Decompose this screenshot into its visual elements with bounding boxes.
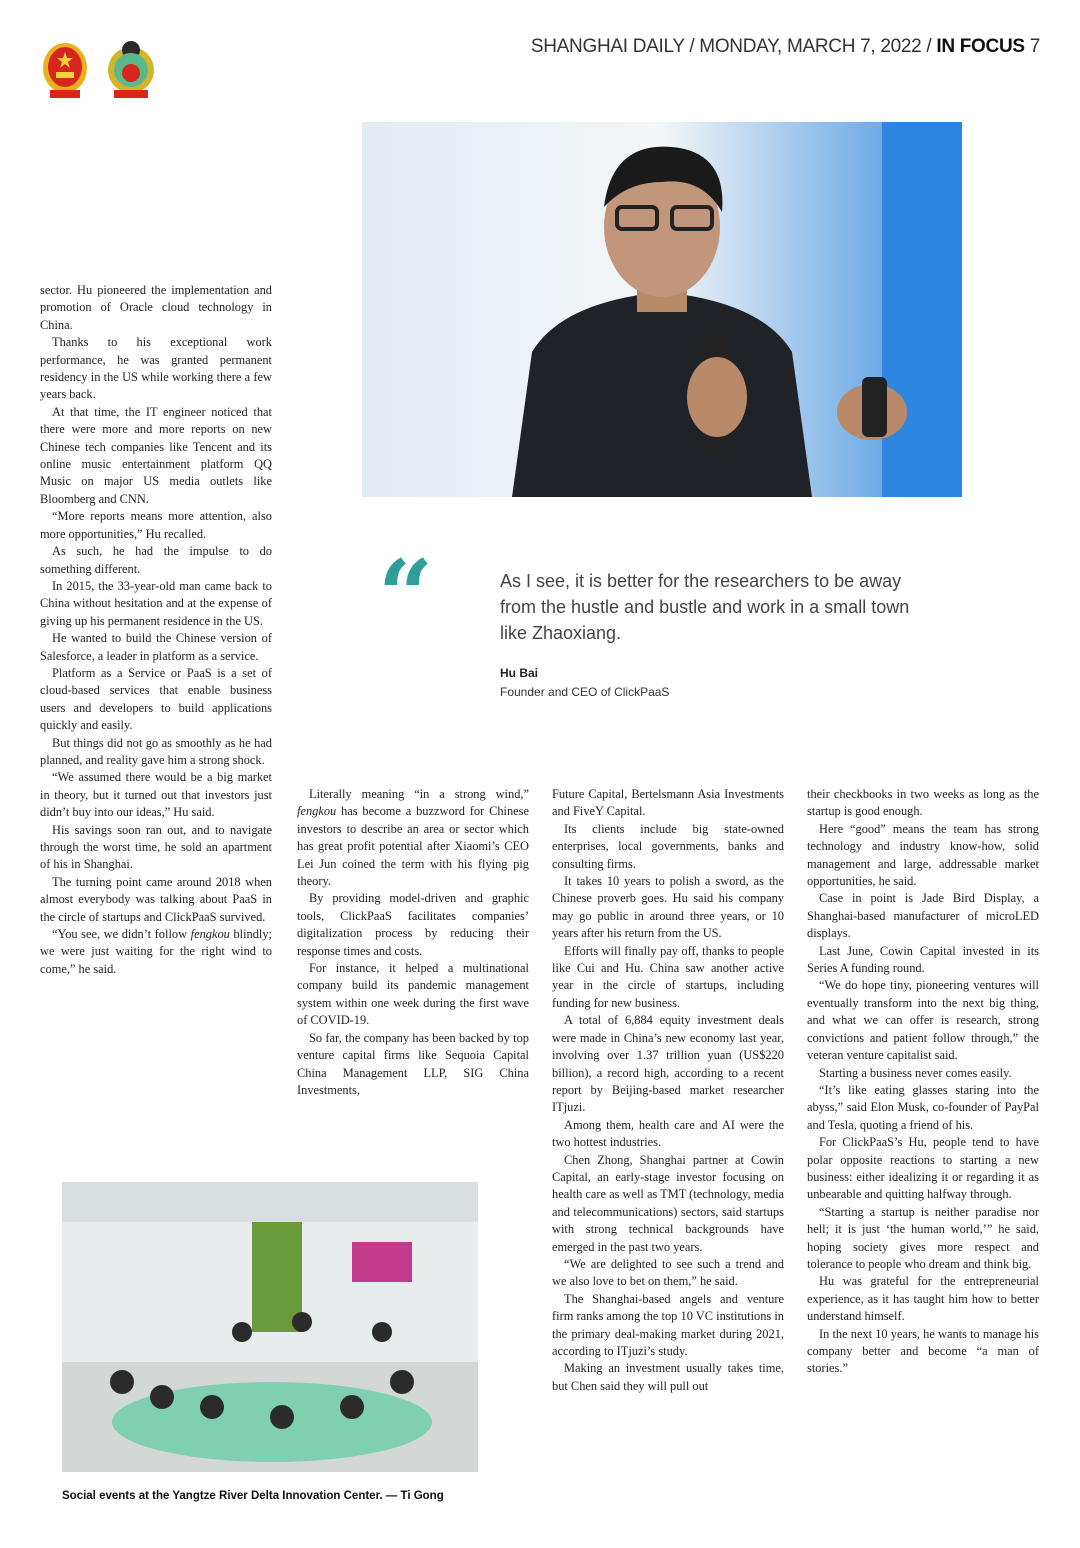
article-paragraph [807, 1065, 1039, 1082]
article-paragraph [40, 665, 272, 735]
article-paragraph [552, 821, 784, 873]
paragraph-text: “We do hope tiny, pioneering ventures will eventually transform into the next big thing, and what we can offer is research, strong convictions and patient follow through,” the veteran venture capitalist said. [807, 978, 1039, 1063]
article-column-1 [40, 282, 272, 978]
paragraph-text: Hu was grateful for the entrepreneurial experience, as it has taught him how to better understand himself. [807, 1274, 1039, 1324]
paragraph-text: “We assumed there would be a big market in theory, but it turned out that investors just didn’t buy into our ideas,” Hu said. [40, 770, 272, 820]
article-paragraph [40, 334, 272, 404]
article-paragraph [40, 543, 272, 578]
article-paragraph [807, 890, 1039, 942]
paragraph-text: Starting a business never comes easily. [819, 1065, 1012, 1080]
paragraph-text: By providing model-driven and graphic tools, ClickPaaS facilitates companies’ digitalization process by reducing their response times and costs. [297, 891, 529, 958]
paragraph-text: sector. Hu pioneered the implementation and promotion of Oracle cloud technology in China. [40, 283, 272, 332]
article-paragraph [297, 890, 529, 960]
page-number: 7 [1024, 36, 1040, 57]
publication-dateline: SHANGHAI DAILY / MONDAY, MARCH 7, 2022 / [530, 36, 937, 57]
italic-term: fengkou [190, 927, 230, 942]
speaker-photo [362, 122, 962, 497]
paragraph-text: blindly; we were just waiting for the right wind to come,” he said. [40, 927, 272, 976]
paragraph-text: Efforts will finally pay off, thanks to people like Cui and Hu. China saw another active year in the circle of startups, including funding for new business. [552, 943, 784, 1010]
article-paragraph [297, 786, 529, 890]
article-paragraph [297, 960, 529, 1030]
paragraph-text: “We are delighted to see such a trend and we also love to bet on them,” he said. [552, 1256, 784, 1289]
article-column-4 [807, 786, 1039, 1378]
paragraph-text: Case in point is Jade Bird Display, a Shanghai-based manufacturer of microLED displays. [807, 891, 1039, 941]
article-paragraph [807, 1326, 1039, 1378]
paragraph-text: The turning point came around 2018 when almost everybody was talking about PaaS in the circle of startups and ClickPaaS survived. [40, 874, 272, 924]
article-paragraph [40, 769, 272, 821]
paragraph-text: “More reports means more attention, also more opportunities,” Hu recalled. [40, 509, 272, 541]
article-paragraph [807, 1204, 1039, 1274]
paragraph-text: Last June, Cowin Capital invested in its Series A funding round. [807, 943, 1039, 976]
paragraph-text: Literally meaning “in a strong wind,” [309, 787, 529, 801]
paragraph-text: In 2015, the 33-year-old man came back to China without hesitation and at the expense of giving up his permanent residence in the US. [40, 578, 272, 628]
article-paragraph [807, 1134, 1039, 1204]
paragraph-text: At that time, the IT engineer noticed that there were more and more reports on new Chinese tech companies like Tencent and its online music entertainment platform QQ Music on major US media outlets like Bloomberg and CNN. [40, 404, 272, 506]
quote-mark-icon: “ [378, 539, 434, 652]
paragraph-text: Among them, health care and AI were the two hottest industries. [552, 1117, 784, 1150]
article-paragraph [40, 508, 272, 543]
paragraph-text: He wanted to build the Chinese version of Salesforce, a leader in platform as a service. [40, 631, 272, 663]
article-paragraph [552, 873, 784, 943]
pull-quote-role: Founder and CEO of ClickPaaS [500, 685, 670, 699]
paragraph-text: For instance, it helped a multinational company build its pandemic management system within one week during the first wave of COVID-19. [297, 961, 529, 1028]
national-emblem-icon [40, 40, 90, 102]
article-paragraph [552, 1256, 784, 1291]
event-photo [62, 1182, 478, 1472]
paragraph-text: has become a buzzword for Chinese investors to describe an area or sector which has great profit potential after Xiaomi’s CEO Lei Jun coined the term with his flying pig theory. [297, 804, 529, 889]
article-paragraph [552, 1360, 784, 1395]
article-paragraph [40, 822, 272, 874]
paragraph-text: Making an investment usually takes time, but Chen said they will pull out [552, 1361, 784, 1393]
paragraph-text: Its clients include big state-owned enterprises, local governments, banks and consulting firms. [552, 821, 784, 871]
section-name: IN FOCUS [936, 36, 1025, 57]
pull-quote-name: Hu Bai [500, 666, 539, 680]
article-paragraph [40, 578, 272, 630]
article-paragraph [40, 735, 272, 770]
article-paragraph [807, 786, 1039, 821]
photo-caption: Social events at the Yangtze River Delta Innovation Center. — Ti Gong [62, 1490, 444, 1502]
paragraph-text: For ClickPaaS’s Hu, people tend to have polar opposite reactions to starting a new business: either idealizing it or regarding it as unbearable and quitting halfway through. [807, 1135, 1039, 1202]
paragraph-text: “Starting a startup is neither paradise nor hell; it is just ‘the human world,’” he said, hoping society gives more respect and tolerance to people who dream and think big. [807, 1204, 1039, 1271]
article-paragraph [552, 1291, 784, 1361]
article-paragraph [40, 926, 272, 978]
article-paragraph [552, 1152, 784, 1256]
cppcc-emblem-icon [106, 40, 156, 102]
paragraph-text: In the next 10 years, he wants to manage his company better and become “a man of stories.” [807, 1326, 1039, 1376]
paragraph-text: Thanks to his exceptional work performance, he was granted permanent residency in the US while working there a few years back. [40, 335, 272, 402]
italic-term: fengkou [297, 804, 337, 819]
article-paragraph [807, 821, 1039, 891]
paragraph-text: The Shanghai-based angels and venture firm ranks among the top 10 VC institutions in the primary deal-making market during 2021, according to ITjuzi’s study. [552, 1291, 784, 1358]
paragraph-text: But things did not go as smoothly as he had planned, and reality gave him a strong shock. [40, 735, 272, 767]
article-paragraph [807, 1082, 1039, 1134]
article-paragraph [552, 943, 784, 1013]
article-paragraph [552, 786, 784, 821]
paragraph-text: A total of 6,884 equity investment deals were made in China’s new economy last year, involving over 1.37 trillion yuan (US$220 billion), a record high, according to a recent report by Beijing-based market researcher ITjuzi. [552, 1013, 784, 1115]
paragraph-text: As such, he had the impulse to do something different. [40, 544, 272, 576]
paragraph-text: Platform as a Service or PaaS is a set of cloud-based services that enable business users and developers to build applications quickly and easily. [40, 665, 272, 733]
article-paragraph [40, 282, 272, 334]
paragraph-text: “It’s like eating glasses staring into the abyss,” said Elon Musk, co-founder of PayPal and Tesla, quoting a friend of his. [807, 1082, 1039, 1132]
paragraph-text: Future Capital, Bertelsmann Asia Investments and FiveY Capital. [552, 787, 784, 819]
paragraph-text: “You see, we didn’t follow [52, 927, 191, 942]
paragraph-text: So far, the company has been backed by top venture capital firms like Sequoia Capital China Management LLP, SIG China Investments, [297, 1030, 529, 1097]
paragraph-text: their checkbooks in two weeks as long as the startup is good enough. [807, 787, 1039, 819]
paragraph-text: Here “good” means the team has strong technology and industry know-how, solid management and large, addressable market opportunities, he said. [807, 821, 1039, 889]
paragraph-text: His savings soon ran out, and to navigate through the worst time, he sold an apartment of his in Shanghai. [40, 822, 272, 872]
article-column-2 [297, 786, 529, 1099]
page-header [531, 36, 1040, 58]
article-column-3 [552, 786, 784, 1395]
article-paragraph [297, 1030, 529, 1100]
article-paragraph [807, 1273, 1039, 1325]
article-paragraph [40, 874, 272, 926]
paragraph-text: Chen Zhong, Shanghai partner at Cowin Capital, an early-stage investor focusing on health care as well as TMT (technology, media and telecommunications) sectors, said startups with strong technical backgrounds have emerged in the past two years. [552, 1152, 785, 1254]
article-paragraph [40, 404, 272, 508]
article-paragraph [552, 1117, 784, 1152]
paragraph-text: It takes 10 years to polish a sword, as the Chinese proverb goes. Hu said his company may go public in around three years, or 10 years after his return from the US. [552, 874, 784, 941]
article-paragraph [807, 943, 1039, 978]
article-paragraph [807, 977, 1039, 1064]
pull-quote-text: As I see, it is better for the researchers to be away from the hustle and bustle and work in a small town like Zhaoxiang. [500, 571, 910, 643]
article-paragraph [40, 630, 272, 665]
article-paragraph [552, 1012, 784, 1116]
